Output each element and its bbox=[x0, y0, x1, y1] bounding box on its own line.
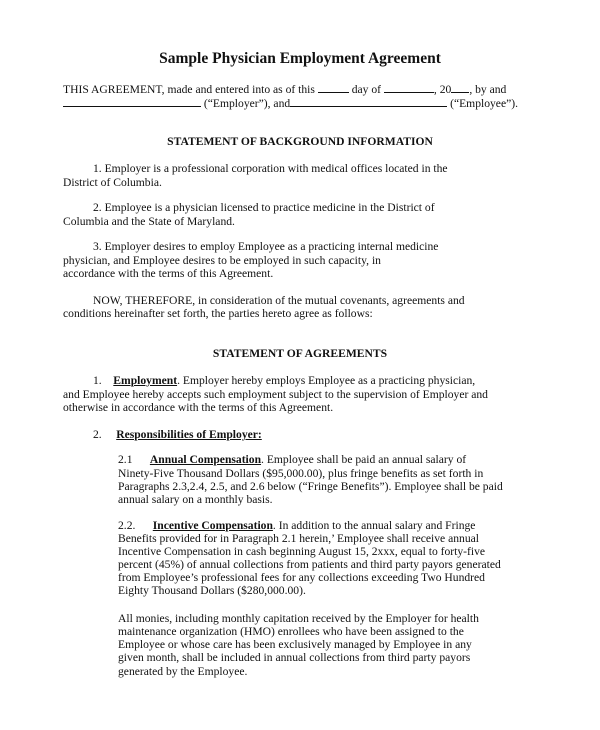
section-number: 2.2. bbox=[118, 519, 136, 532]
employer-blank bbox=[63, 95, 201, 107]
now-therefore-line-2: conditions hereinafter set forth, the parties hereto agree as follows: bbox=[63, 307, 373, 320]
section-title: Employment bbox=[113, 374, 178, 387]
document-title: Sample Physician Employment Agreement bbox=[159, 50, 441, 67]
background-2-line-1: 2. Employee is a physician licensed to practice medicine in the District of bbox=[93, 201, 435, 214]
day-blank bbox=[318, 81, 349, 93]
month-blank bbox=[384, 81, 434, 93]
intro-text: , by and bbox=[469, 83, 507, 96]
section-2-1-line-4: annual salary on a monthly basis. bbox=[118, 493, 273, 506]
section-2-2-line-1 bbox=[118, 519, 475, 533]
section-2-2-line-6: Eighty Thousand Dollars ($280,000.00). bbox=[118, 584, 306, 597]
intro-text: day of bbox=[351, 83, 382, 96]
intro-text: , 20 bbox=[433, 83, 452, 96]
monies-line-4: given month, shall be included in annual collections from third party payors bbox=[118, 651, 471, 664]
section-text: . Employee shall be paid an annual salary of bbox=[261, 453, 467, 466]
background-3-line-2: physician, and Employee desires to be employed in such capacity, in bbox=[63, 254, 381, 267]
section-title: Responsibilities of Employer: bbox=[116, 428, 262, 441]
section-number: 1. bbox=[93, 374, 102, 387]
section-2-2-line-5: from Employee’s professional fees for any collections exceeding Two Hundred bbox=[118, 571, 485, 584]
background-3-line-3: accordance with the terms of this Agreement. bbox=[63, 267, 274, 280]
section-2-2-line-2: Benefits provided for in Paragraph 2.1 herein,’ Employee shall receive annual bbox=[118, 532, 479, 545]
background-3-line-1: 3. Employer desires to employ Employee as a practicing internal medicine bbox=[93, 240, 439, 253]
section-2-2-line-3: Incentive Compensation in cash beginning August 15, 2xxx, equal to forty-five bbox=[118, 545, 486, 558]
intro-text: THIS AGREEMENT, made and entered into as of this bbox=[63, 83, 315, 96]
background-2-line-2: Columbia and the State of Maryland. bbox=[63, 215, 235, 228]
section-number: 2. bbox=[93, 428, 102, 441]
section-1-line-3: otherwise in accordance with the terms of this Agreement. bbox=[63, 401, 334, 414]
section-2-1-line-2: Ninety-Five Thousand Dollars ($95,000.00), plus fringe benefits as set forth in bbox=[118, 467, 484, 480]
section-text: . Employer hereby employs Employee as a practicing physician, bbox=[177, 374, 476, 387]
section-1-line-2: and Employee hereby accepts such employment subject to the supervision of Employer and bbox=[63, 388, 488, 401]
background-1-line-1: 1. Employer is a professional corporation with medical offices located in the bbox=[93, 162, 448, 175]
monies-line-2: maintenance organization (HMO) enrollees who have been assigned to the bbox=[118, 625, 464, 638]
now-therefore-line-1: NOW, THEREFORE, in consideration of the mutual covenants, agreements and bbox=[93, 294, 465, 307]
section-number: 2.1 bbox=[118, 453, 133, 466]
section-2-1-line-1 bbox=[118, 453, 466, 467]
year-blank bbox=[451, 81, 469, 93]
section-2-2-line-4: percent (45%) of annual collections from patients and third party payors generated bbox=[118, 558, 501, 571]
section-title: Annual Compensation bbox=[149, 453, 262, 466]
section-title: Incentive Compensation bbox=[152, 519, 273, 532]
section-2-line-1 bbox=[93, 428, 262, 442]
background-1-line-2: District of Columbia. bbox=[63, 176, 162, 189]
intro-text: (“Employer”), and bbox=[203, 97, 291, 110]
section-1-line-1 bbox=[93, 374, 475, 388]
monies-line-1: All monies, including monthly capitation received by the Employer for health bbox=[118, 612, 479, 625]
section-text: . In addition to the annual salary and Fringe bbox=[272, 519, 476, 532]
intro-text: (“Employee”). bbox=[450, 97, 519, 110]
background-heading: STATEMENT OF BACKGROUND INFORMATION bbox=[167, 135, 433, 148]
agreements-heading: STATEMENT OF AGREEMENTS bbox=[212, 347, 388, 360]
monies-line-5: generated by the Employee. bbox=[118, 665, 248, 678]
section-2-1-line-3: Paragraphs 2.3,2.4, 2.5, and 2.6 below (“Fringe Benefits”). Employee shall be paid bbox=[118, 480, 503, 493]
intro-line-2 bbox=[63, 95, 518, 111]
employee-blank bbox=[290, 95, 447, 107]
monies-line-3: Employee or whose care has been exclusively managed by Employee in any bbox=[118, 638, 472, 651]
